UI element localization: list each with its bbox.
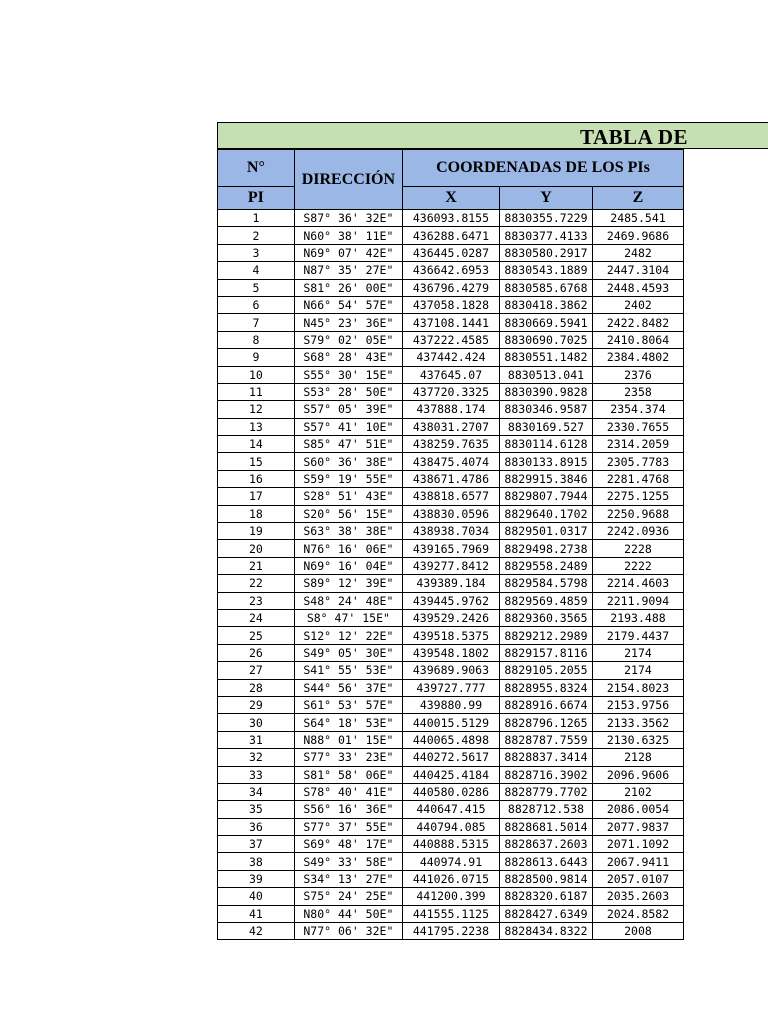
row-x: 437108.1441	[402, 314, 499, 331]
row-number: 32	[218, 749, 295, 766]
row-direction: N87° 35' 27E"	[294, 262, 402, 279]
row-number: 19	[218, 523, 295, 540]
row-number: 4	[218, 262, 295, 279]
row-x: 440272.5617	[402, 749, 499, 766]
row-x: 439880.99	[402, 696, 499, 713]
row-x: 439445.9762	[402, 592, 499, 609]
row-direction: S68° 28' 43E"	[294, 349, 402, 366]
row-direction: S85° 47' 51E"	[294, 436, 402, 453]
row-z: 2305.7783	[592, 453, 683, 470]
row-number: 29	[218, 696, 295, 713]
row-z: 2102	[592, 783, 683, 800]
row-direction: N45° 23' 36E"	[294, 314, 402, 331]
row-number: 42	[218, 923, 295, 940]
table-row	[218, 227, 684, 244]
row-z: 2096.9606	[592, 766, 683, 783]
table-row	[218, 731, 684, 748]
row-z: 2281.4768	[592, 470, 683, 487]
row-z: 2008	[592, 923, 683, 940]
row-x: 438259.7635	[402, 436, 499, 453]
row-direction: S12° 12' 22E"	[294, 627, 402, 644]
row-direction: S59° 19' 55E"	[294, 470, 402, 487]
row-z: 2242.0936	[592, 523, 683, 540]
row-y: 8828916.6674	[499, 696, 592, 713]
row-z: 2128	[592, 749, 683, 766]
row-z: 2086.0054	[592, 801, 683, 818]
table-row	[218, 627, 684, 644]
table-row	[218, 679, 684, 696]
row-z: 2469.9686	[592, 227, 683, 244]
row-number: 37	[218, 836, 295, 853]
row-number: 6	[218, 296, 295, 313]
row-direction: S77° 33' 23E"	[294, 749, 402, 766]
row-y: 8830543.1889	[499, 262, 592, 279]
row-x: 441555.1125	[402, 905, 499, 922]
row-z: 2067.9411	[592, 853, 683, 870]
table-row	[218, 436, 684, 453]
row-y: 8829498.2738	[499, 540, 592, 557]
row-z: 2384.4802	[592, 349, 683, 366]
row-y: 8828320.6187	[499, 888, 592, 905]
row-number: 8	[218, 331, 295, 348]
row-z: 2035.2603	[592, 888, 683, 905]
row-x: 439389.184	[402, 575, 499, 592]
row-x: 438818.6577	[402, 488, 499, 505]
row-x: 436642.6953	[402, 262, 499, 279]
row-y: 8829584.5798	[499, 575, 592, 592]
row-number: 15	[218, 453, 295, 470]
row-x: 440794.085	[402, 818, 499, 835]
row-number: 30	[218, 714, 295, 731]
row-z: 2422.8482	[592, 314, 683, 331]
header-z: Z	[592, 187, 683, 210]
table-row	[218, 801, 684, 818]
row-number: 20	[218, 540, 295, 557]
table-row	[218, 470, 684, 487]
row-y: 8828716.3902	[499, 766, 592, 783]
table-row	[218, 592, 684, 609]
table-row	[218, 262, 684, 279]
row-x: 441026.0715	[402, 870, 499, 887]
row-z: 2077.9837	[592, 818, 683, 835]
table-row	[218, 540, 684, 557]
row-y: 8830551.1482	[499, 349, 592, 366]
row-x: 438475.4074	[402, 453, 499, 470]
table-row	[218, 696, 684, 713]
row-direction: S78° 40' 41E"	[294, 783, 402, 800]
row-x: 440065.4898	[402, 731, 499, 748]
row-x: 438830.0596	[402, 505, 499, 522]
row-z: 2447.3104	[592, 262, 683, 279]
row-direction: S87° 36' 32E"	[294, 210, 402, 227]
row-direction: S89° 12' 39E"	[294, 575, 402, 592]
table-row	[218, 818, 684, 835]
row-number: 36	[218, 818, 295, 835]
header-y: Y	[499, 187, 592, 210]
row-x: 439727.777	[402, 679, 499, 696]
row-z: 2376	[592, 366, 683, 383]
row-direction: N69° 16' 04E"	[294, 557, 402, 574]
row-number: 40	[218, 888, 295, 905]
row-x: 439548.1802	[402, 644, 499, 661]
row-number: 17	[218, 488, 295, 505]
row-direction: S69° 48' 17E"	[294, 836, 402, 853]
table-row	[218, 609, 684, 626]
row-z: 2314.2059	[592, 436, 683, 453]
row-x: 440580.0286	[402, 783, 499, 800]
table-row	[218, 314, 684, 331]
row-direction: S8° 47' 15E"	[294, 609, 402, 626]
title-bar	[217, 122, 768, 149]
table-row	[218, 853, 684, 870]
row-number: 14	[218, 436, 295, 453]
row-x: 437058.1828	[402, 296, 499, 313]
row-direction: S53° 28' 50E"	[294, 383, 402, 400]
table-row	[218, 453, 684, 470]
row-z: 2354.374	[592, 401, 683, 418]
row-direction: S49° 05' 30E"	[294, 644, 402, 661]
row-y: 8829569.4859	[499, 592, 592, 609]
table-row	[218, 349, 684, 366]
row-y: 8829558.2489	[499, 557, 592, 574]
row-z: 2275.1255	[592, 488, 683, 505]
row-z: 2222	[592, 557, 683, 574]
row-y: 8828637.2603	[499, 836, 592, 853]
row-direction: S81° 58' 06E"	[294, 766, 402, 783]
row-direction: S63° 38' 38E"	[294, 523, 402, 540]
row-z: 2057.0107	[592, 870, 683, 887]
row-z: 2193.488	[592, 609, 683, 626]
row-direction: S41° 55' 53E"	[294, 662, 402, 679]
header-x: X	[402, 187, 499, 210]
table-row	[218, 366, 684, 383]
table-row	[218, 383, 684, 400]
row-number: 27	[218, 662, 295, 679]
row-direction: S64° 18' 53E"	[294, 714, 402, 731]
table-row	[218, 557, 684, 574]
row-z: 2174	[592, 662, 683, 679]
row-y: 8830580.2917	[499, 244, 592, 261]
row-z: 2153.9756	[592, 696, 683, 713]
row-direction: S34° 13' 27E"	[294, 870, 402, 887]
row-direction: N60° 38' 11E"	[294, 227, 402, 244]
table-row	[218, 714, 684, 731]
row-y: 8830114.6128	[499, 436, 592, 453]
row-y: 8828796.1265	[499, 714, 592, 731]
row-z: 2071.1092	[592, 836, 683, 853]
row-x: 439689.9063	[402, 662, 499, 679]
row-y: 8828787.7559	[499, 731, 592, 748]
row-z: 2130.6325	[592, 731, 683, 748]
row-z: 2211.9094	[592, 592, 683, 609]
row-y: 8828955.8324	[499, 679, 592, 696]
row-x: 438031.2707	[402, 418, 499, 435]
row-y: 8828712.538	[499, 801, 592, 818]
row-direction: N66° 54' 57E"	[294, 296, 402, 313]
row-direction: S77° 37' 55E"	[294, 818, 402, 835]
header-pi: PI	[218, 187, 295, 210]
row-y: 8829501.0317	[499, 523, 592, 540]
header-direccion: DIRECCIÓN	[294, 150, 402, 210]
header-number: N°	[218, 150, 295, 187]
row-direction: S60° 36' 38E"	[294, 453, 402, 470]
row-y: 8829360.3565	[499, 609, 592, 626]
row-x: 440647.415	[402, 801, 499, 818]
row-z: 2330.7655	[592, 418, 683, 435]
table-title: TABLA DE	[580, 125, 689, 149]
row-y: 8830355.7229	[499, 210, 592, 227]
row-direction: S57° 41' 10E"	[294, 418, 402, 435]
row-number: 26	[218, 644, 295, 661]
row-z: 2485.541	[592, 210, 683, 227]
row-direction: N80° 44' 50E"	[294, 905, 402, 922]
row-x: 438938.7034	[402, 523, 499, 540]
row-y: 8829915.3846	[499, 470, 592, 487]
row-number: 9	[218, 349, 295, 366]
row-y: 8830169.527	[499, 418, 592, 435]
row-z: 2174	[592, 644, 683, 661]
row-number: 25	[218, 627, 295, 644]
table-row	[218, 279, 684, 296]
table-row	[218, 836, 684, 853]
row-z: 2024.8582	[592, 905, 683, 922]
row-x: 437222.4585	[402, 331, 499, 348]
spreadsheet-table	[217, 122, 768, 940]
row-z: 2179.4437	[592, 627, 683, 644]
row-x: 436288.6471	[402, 227, 499, 244]
row-z: 2154.8023	[592, 679, 683, 696]
row-number: 41	[218, 905, 295, 922]
row-y: 8828779.7702	[499, 783, 592, 800]
table-row	[218, 296, 684, 313]
row-direction: S81° 26' 00E"	[294, 279, 402, 296]
row-z: 2250.9688	[592, 505, 683, 522]
row-direction: S55° 30' 15E"	[294, 366, 402, 383]
row-direction: N88° 01' 15E"	[294, 731, 402, 748]
table-row	[218, 662, 684, 679]
row-x: 440888.5315	[402, 836, 499, 853]
row-y: 8830346.9587	[499, 401, 592, 418]
row-y: 8828837.3414	[499, 749, 592, 766]
row-number: 2	[218, 227, 295, 244]
row-y: 8828434.8322	[499, 923, 592, 940]
row-y: 8828613.6443	[499, 853, 592, 870]
row-y: 8830585.6768	[499, 279, 592, 296]
row-direction: S28° 51' 43E"	[294, 488, 402, 505]
row-y: 8830513.041	[499, 366, 592, 383]
row-direction: S56° 16' 36E"	[294, 801, 402, 818]
row-number: 34	[218, 783, 295, 800]
row-x: 439277.8412	[402, 557, 499, 574]
table-row	[218, 870, 684, 887]
row-z: 2358	[592, 383, 683, 400]
table-row	[218, 523, 684, 540]
row-number: 11	[218, 383, 295, 400]
row-number: 13	[218, 418, 295, 435]
row-z: 2410.8064	[592, 331, 683, 348]
row-direction: S79° 02' 05E"	[294, 331, 402, 348]
row-direction: S44° 56' 37E"	[294, 679, 402, 696]
row-number: 38	[218, 853, 295, 870]
table-row	[218, 644, 684, 661]
table-row	[218, 488, 684, 505]
row-y: 8828427.6349	[499, 905, 592, 922]
coordinates-table	[217, 149, 684, 940]
table-row	[218, 783, 684, 800]
row-number: 18	[218, 505, 295, 522]
row-x: 437645.07	[402, 366, 499, 383]
row-x: 436796.4279	[402, 279, 499, 296]
row-z: 2228	[592, 540, 683, 557]
table-row	[218, 766, 684, 783]
row-y: 8829157.8116	[499, 644, 592, 661]
row-y: 8829807.7944	[499, 488, 592, 505]
row-direction: N69° 07' 42E"	[294, 244, 402, 261]
table-row	[218, 331, 684, 348]
row-number: 35	[218, 801, 295, 818]
table-row	[218, 505, 684, 522]
header-row-1	[218, 150, 684, 187]
table-row	[218, 210, 684, 227]
row-y: 8828500.9814	[499, 870, 592, 887]
row-number: 28	[218, 679, 295, 696]
row-y: 8830133.8915	[499, 453, 592, 470]
row-direction: N76° 16' 06E"	[294, 540, 402, 557]
row-y: 8829212.2989	[499, 627, 592, 644]
row-x: 440974.91	[402, 853, 499, 870]
row-direction: S20° 56' 15E"	[294, 505, 402, 522]
row-number: 31	[218, 731, 295, 748]
row-y: 8830690.7025	[499, 331, 592, 348]
row-number: 39	[218, 870, 295, 887]
row-x: 439529.2426	[402, 609, 499, 626]
table-row	[218, 888, 684, 905]
table-row	[218, 244, 684, 261]
row-direction: S75° 24' 25E"	[294, 888, 402, 905]
row-x: 437442.424	[402, 349, 499, 366]
table-row	[218, 401, 684, 418]
row-number: 3	[218, 244, 295, 261]
row-x: 438671.4786	[402, 470, 499, 487]
row-number: 1	[218, 210, 295, 227]
row-y: 8830669.5941	[499, 314, 592, 331]
table-row	[218, 923, 684, 940]
row-direction: S57° 05' 39E"	[294, 401, 402, 418]
row-z: 2482	[592, 244, 683, 261]
table-row	[218, 575, 684, 592]
row-x: 440015.5129	[402, 714, 499, 731]
table-body	[218, 150, 684, 940]
row-x: 439165.7969	[402, 540, 499, 557]
header-row-2	[218, 187, 684, 210]
row-y: 8830377.4133	[499, 227, 592, 244]
row-number: 24	[218, 609, 295, 626]
row-number: 23	[218, 592, 295, 609]
row-z: 2133.3562	[592, 714, 683, 731]
row-number: 22	[218, 575, 295, 592]
row-y: 8830390.9828	[499, 383, 592, 400]
row-direction: S48° 24' 48E"	[294, 592, 402, 609]
row-number: 10	[218, 366, 295, 383]
row-z: 2402	[592, 296, 683, 313]
table-row	[218, 905, 684, 922]
row-x: 437888.174	[402, 401, 499, 418]
row-y: 8830418.3862	[499, 296, 592, 313]
header-coordinates: COORDENADAS DE LOS PIs	[402, 150, 683, 187]
row-direction: S61° 53' 57E"	[294, 696, 402, 713]
row-x: 436445.0287	[402, 244, 499, 261]
row-z: 2448.4593	[592, 279, 683, 296]
row-x: 439518.5375	[402, 627, 499, 644]
row-x: 441795.2238	[402, 923, 499, 940]
row-x: 441200.399	[402, 888, 499, 905]
row-number: 5	[218, 279, 295, 296]
row-x: 440425.4184	[402, 766, 499, 783]
row-x: 436093.8155	[402, 210, 499, 227]
row-direction: S49° 33' 58E"	[294, 853, 402, 870]
row-number: 16	[218, 470, 295, 487]
row-y: 8829640.1702	[499, 505, 592, 522]
table-row	[218, 418, 684, 435]
row-number: 12	[218, 401, 295, 418]
row-number: 21	[218, 557, 295, 574]
row-number: 33	[218, 766, 295, 783]
row-x: 437720.3325	[402, 383, 499, 400]
row-y: 8829105.2055	[499, 662, 592, 679]
row-number: 7	[218, 314, 295, 331]
row-z: 2214.4603	[592, 575, 683, 592]
table-row	[218, 749, 684, 766]
row-direction: N77° 06' 32E"	[294, 923, 402, 940]
row-y: 8828681.5014	[499, 818, 592, 835]
